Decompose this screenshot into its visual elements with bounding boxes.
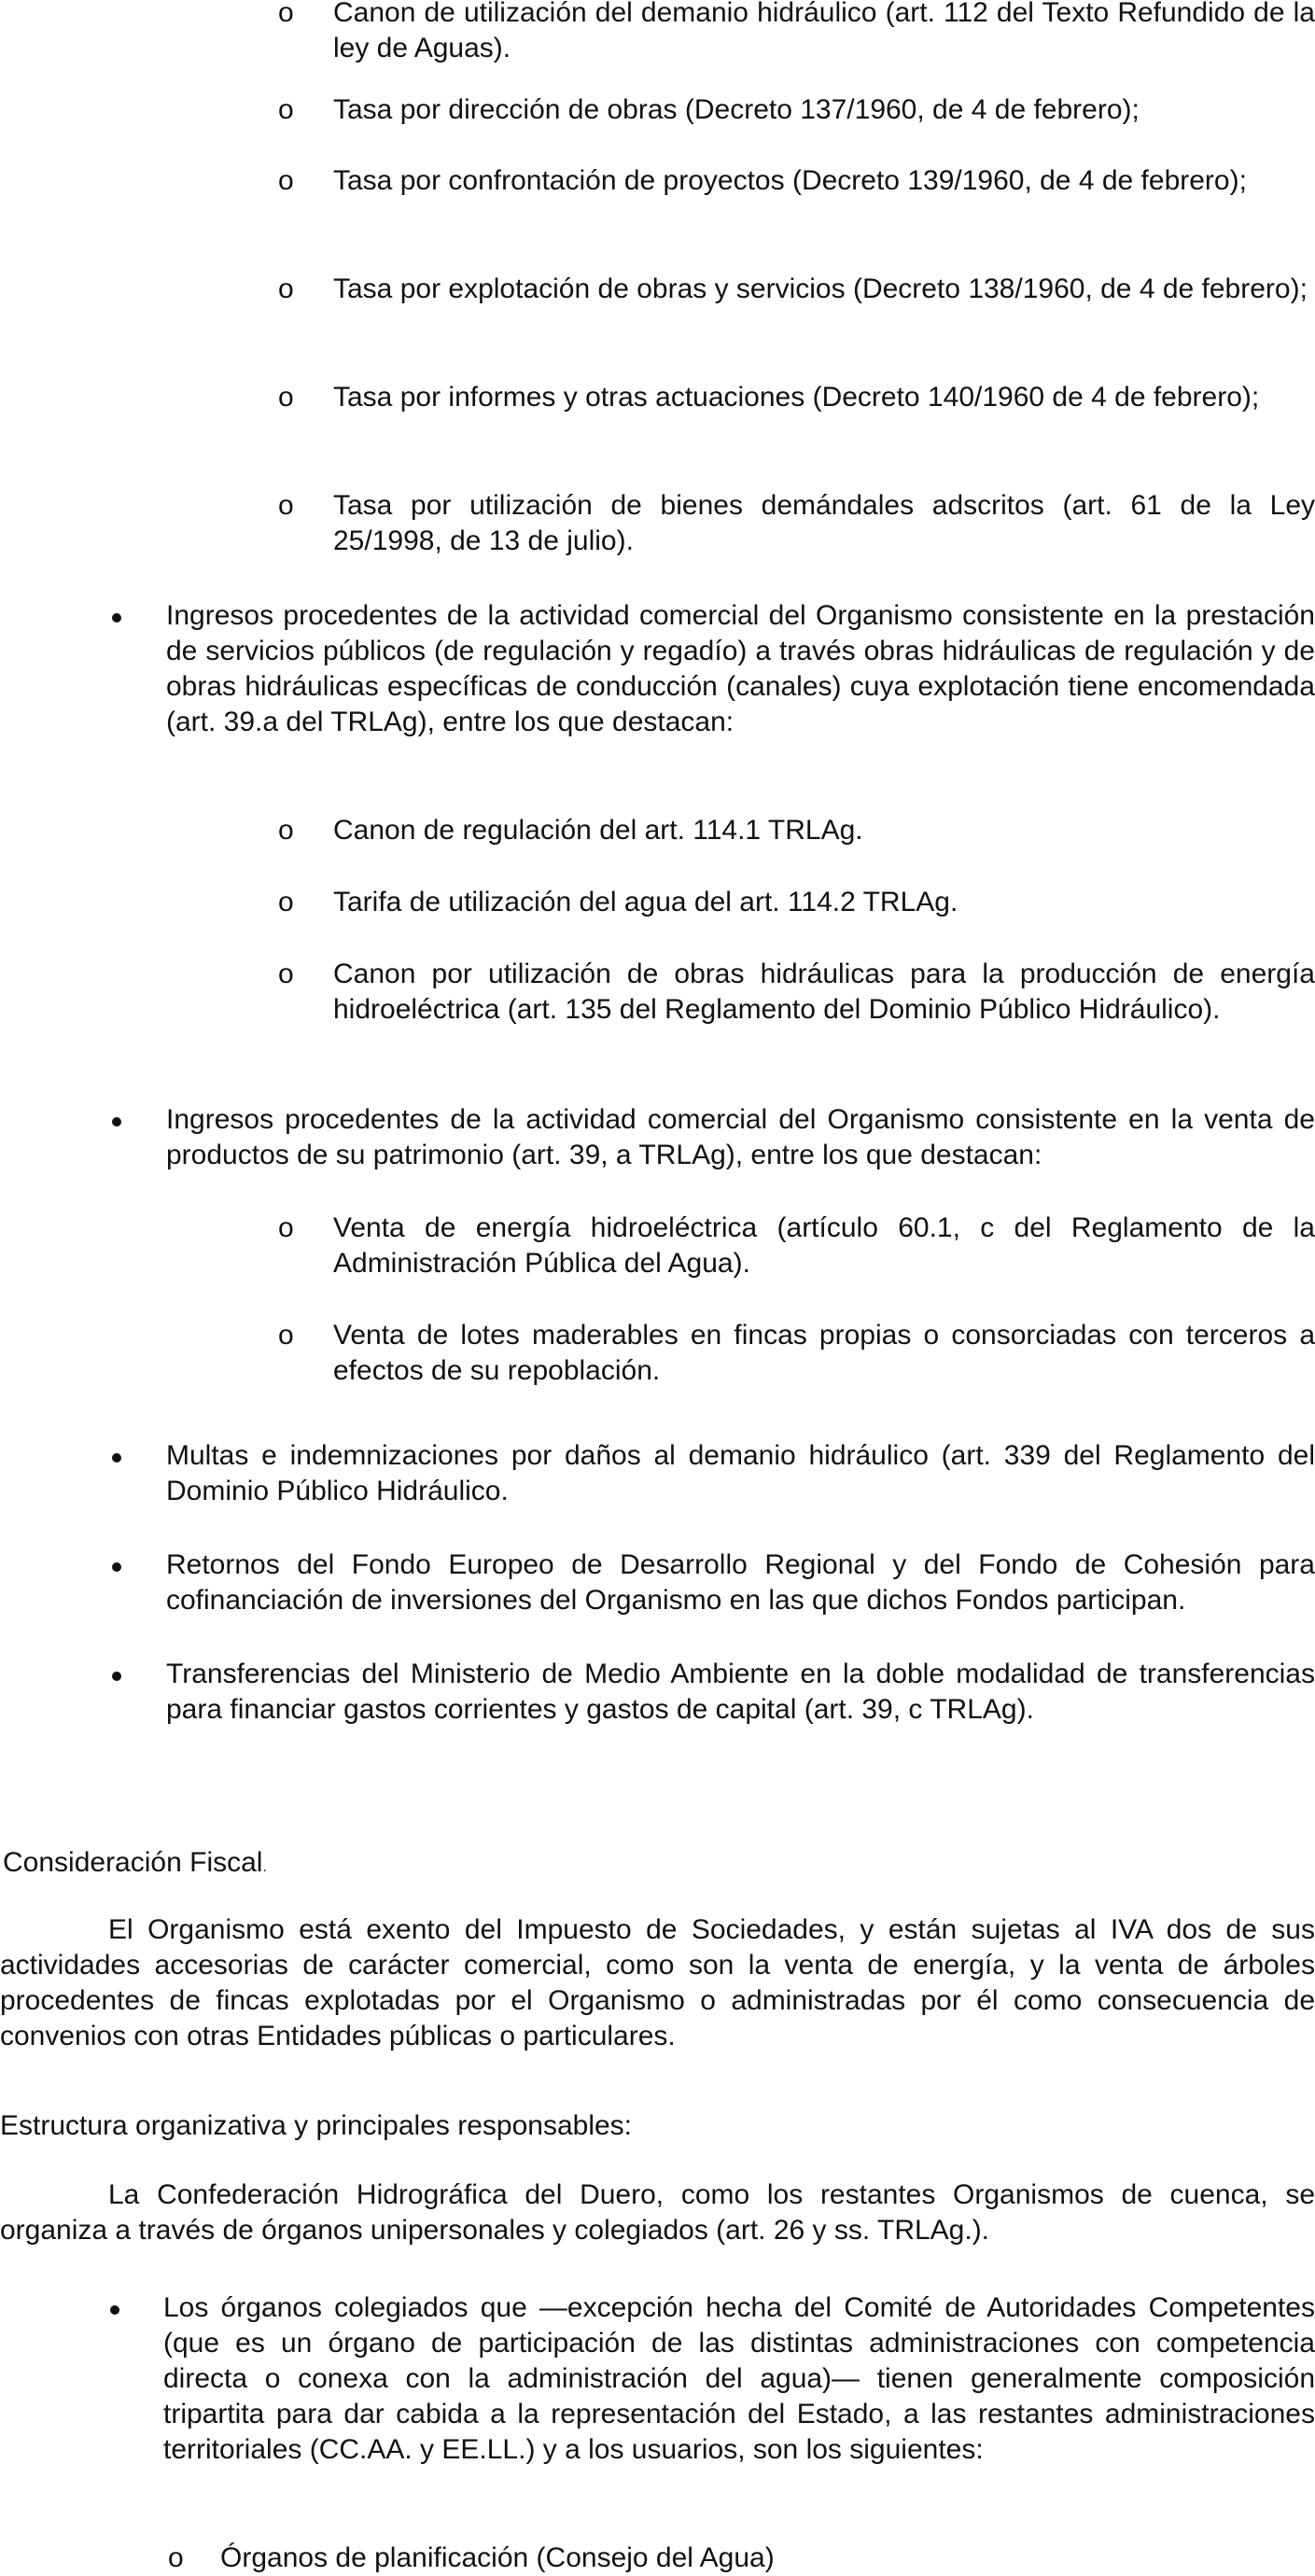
sub-bullet-marker: o [278,273,294,304]
sub-bullet-marker: o [278,959,294,989]
bullet-dot [112,1672,121,1681]
sub-item-tasa-confrontacion: Tasa por confrontación de proyectos (Decreto 139/1960, de 4 de febrero); [333,165,1247,196]
sub-item-canon-energia: Canon por utilización de obras hidráulicas para la producción de energía hidroeléctrica (art. 135 del Reglamento del Dominio Público Hidráulico). [333,959,1315,1025]
sub-item-tasa-explotacion: Tasa por explotación de obras y servicios (Decreto 138/1960, de 4 de febrero); [333,273,1308,304]
bullet-transferencias: Transferencias del Ministerio de Medio Ambiente en la doble modalidad de transferencias para financiar gastos corrientes y gastos de capital (art. 39, c TRLAg). [166,1659,1315,1725]
paragraph-estructura: La Confederación Hidrográfica del Duero, como los restantes Organismos de cuenca, se organiza a través de órganos unipersonales y colegiados (art. 26 y ss. TRLAg.). [0,2179,1315,2246]
bullet-organos-colegiados: Los órganos colegiados que —excepción hecha del Comité de Autoridades Competentes (que es un órgano de participación de las distintas administraciones con competencia directa o conexa con la administración del agua)— tienen generalmente composición tripartita para dar cabida a la representación del Estado, a las restantes administraciones territoriales (CC.AA. y EE.LL.) y a los usuarios, son los siguientes: [163,2292,1315,2465]
bullet-ingresos-servicios: Ingresos procedentes de la actividad comercial del Organismo consistente en la prestación de servicios públicos (de regulación y regadío) a través obras hidráulicas de regulación y de obras hidráulicas específicas de conducción (canales) cuya explotación tiene encomendada (art. 39.a del TRLAg), entre los que destacan: [166,600,1315,737]
heading-estructura-organizativa: Estructura organizativa y principales responsables: [0,2110,633,2141]
sub-item-tarifa-utilizacion: Tarifa de utilización del agua del art. 114.2 TRLAg. [333,887,958,917]
sub-bullet-marker: o [278,1320,294,1351]
bullet-retornos-feder: Retornos del Fondo Europeo de Desarrollo Regional y del Fondo de Cohesión para cofinanciación de inversiones del Organismo en las que dichos Fondos participan. [166,1549,1315,1616]
sub-bullet-marker: o [278,1212,294,1243]
heading-consideracion-fiscal [3,1845,1309,1885]
sub-item-tasa-bienes: Tasa por utilización de bienes demándales adscritos (art. 61 de la Ley 25/1998, de 13 de julio). [333,490,1315,556]
sub-bullet-marker: o [278,0,294,28]
bullet-dot [112,1562,121,1572]
bullet-dot [112,613,121,623]
bullet-dot [112,1117,121,1127]
sub-bullet-marker: o [278,815,294,846]
sub-item-venta-lotes: Venta de lotes maderables en fincas propias o consorciadas con terceros a efectos de su repoblación. [333,1320,1315,1386]
bullet-multas: Multas e indemnizaciones por daños al demanio hidráulico (art. 339 del Reglamento del Dominio Público Hidráulico. [166,1440,1315,1506]
sub-bullet-marker: o [278,490,294,521]
sub-item-canon-utilizacion: Canon de utilización del demanio hidráulico (art. 112 del Texto Refundido de la ley de Aguas). [333,0,1315,63]
sub-bullet-marker: o [278,94,294,125]
heading-fiscal-text: Consideración Fiscal [3,1847,263,1878]
sub-bullet-marker: o [278,887,294,917]
bullet-dot [110,2305,119,2315]
bullet-dot [112,1453,121,1463]
sub-item-canon-regulacion: Canon de regulación del art. 114.1 TRLAg. [333,815,863,846]
sub-bullet-marker: o [278,382,294,413]
sub-bullet-marker: o [168,2542,184,2573]
sub-bullet-marker: o [278,165,294,196]
sub-item-tasa-informes: Tasa por informes y otras actuaciones (Decreto 140/1960 de 4 de febrero); [333,382,1260,413]
paragraph-fiscal: El Organismo está exento del Impuesto de Sociedades, y están sujetas al IVA dos de sus actividades accesorias de carácter comercial, como son la venta de energía, y la venta de árboles procedentes de fincas explotadas por el Organismo o administradas por él como consecuencia de convenios con otras Entidades públicas o particulares. [0,1914,1315,2051]
sub-item-organos-planificacion: Órganos de planificación (Consejo del Agua) [220,2542,775,2573]
bullet-ingresos-productos: Ingresos procedentes de la actividad comercial del Organismo consistente en la venta de productos de su patrimonio (art. 39, a TRLAg), entre los que destacan: [166,1104,1315,1170]
sub-item-venta-energia: Venta de energía hidroeléctrica (artículo 60.1, c del Reglamento de la Administración Pública del Agua). [333,1212,1315,1279]
sub-item-tasa-direccion: Tasa por dirección de obras (Decreto 137/1960, de 4 de febrero); [333,94,1140,125]
heading-fiscal-mark: . [262,1859,267,1875]
